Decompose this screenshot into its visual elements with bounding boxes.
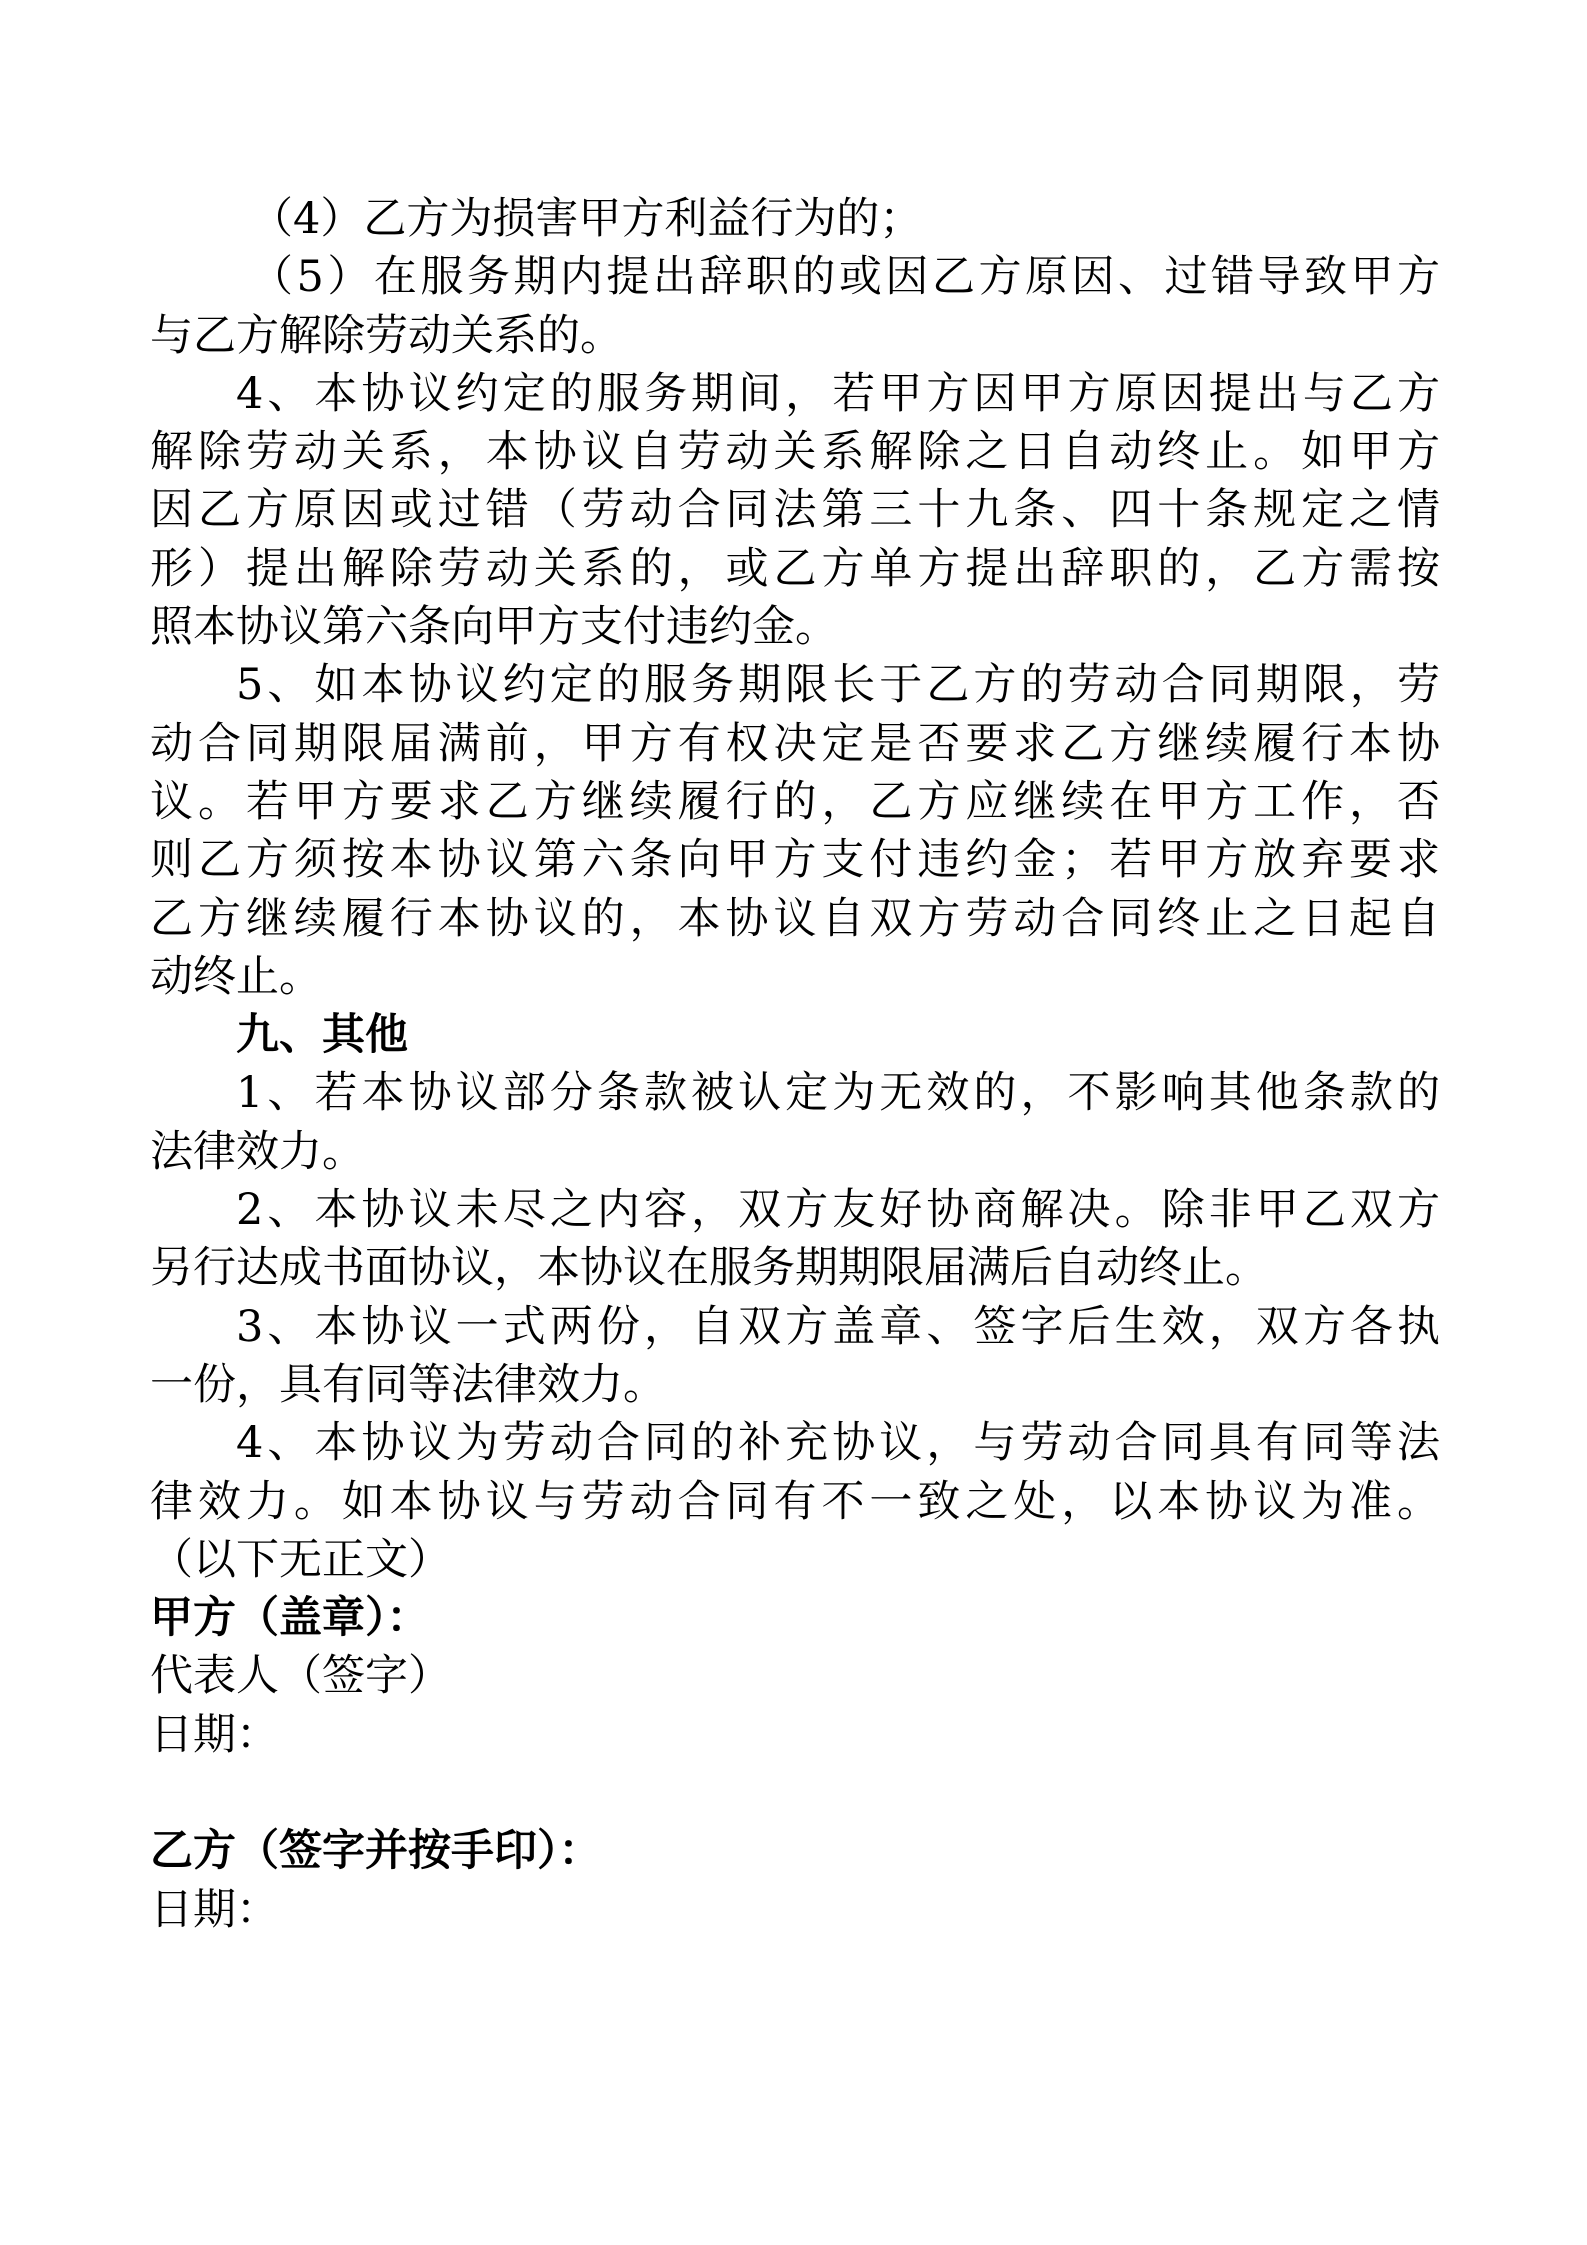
clause9-p3-line2: 一份，具有同等法律效力。 bbox=[150, 1359, 666, 1410]
clause9-p2-line2: 另行达成书面协议，本协议在服务期期限届满后自动终止。 bbox=[150, 1243, 1268, 1294]
clause9-heading: 九、其他 bbox=[236, 1010, 408, 1061]
document-body bbox=[150, 190, 1440, 1939]
party-a-seal-label: 甲方（盖章）： bbox=[150, 1593, 430, 1644]
clause8-p5-line1: 5、如本协议约定的服务期限长于乙方的劳动合同期限，劳 bbox=[236, 660, 1440, 711]
clause9-p3-line1: 3、本协议一式两份，自双方盖章、签字后生效，双方各执 bbox=[236, 1301, 1440, 1352]
clause8-p5-line5: 乙方继续履行本协议的，本协议自双方劳动合同终止之日起自 bbox=[150, 893, 1440, 944]
party-b-date-label: 日期： bbox=[150, 1884, 279, 1935]
clause8-p4-line5: 照本协议第六条向甲方支付违约金。 bbox=[150, 602, 838, 653]
clause8-p4-line4: 形）提出解除劳动关系的，或乙方单方提出辞职的，乙方需按 bbox=[150, 543, 1440, 594]
signature-spacer bbox=[150, 1764, 1440, 1822]
clause8-p4-line1: 4、本协议约定的服务期间，若甲方因甲方原因提出与乙方 bbox=[236, 368, 1440, 419]
clause9-p2-line1: 2、本协议未尽之内容，双方友好协商解决。除非甲乙双方 bbox=[236, 1185, 1440, 1236]
clause8-p5-line4: 则乙方须按本协议第六条向甲方支付违约金；若甲方放弃要求 bbox=[150, 835, 1440, 886]
clause9-p4-line2: 律效力。如本协议与劳动合同有不一致之处，以本协议为准。 bbox=[150, 1476, 1440, 1527]
clause8-item5-line1: （5）在服务期内提出辞职的或因乙方原因、过错导致甲方 bbox=[250, 252, 1440, 303]
clause8-p5-line3: 议。若甲方要求乙方继续履行的，乙方应继续在甲方工作，否 bbox=[150, 776, 1440, 827]
clause8-p5-line6: 动终止。 bbox=[150, 951, 322, 1002]
clause8-item5-line2: 与乙方解除劳动关系的。 bbox=[150, 310, 623, 361]
party-a-date-label: 日期： bbox=[150, 1709, 279, 1760]
end-note: （以下无正文） bbox=[150, 1534, 451, 1585]
clause9-p4-line1: 4、本协议为劳动合同的补充协议，与劳动合同具有同等法 bbox=[236, 1418, 1440, 1469]
clause8-p4-line3: 因乙方原因或过错（劳动合同法第三十九条、四十条规定之情 bbox=[150, 485, 1440, 536]
party-b-signature-label: 乙方（签字并按手印）： bbox=[150, 1826, 602, 1877]
clause8-p4-line2: 解除劳动关系，本协议自劳动关系解除之日自动终止。如甲方 bbox=[150, 427, 1440, 478]
representative-signature-label: 代表人（签字） bbox=[150, 1651, 451, 1702]
clause9-p1-line2: 法律效力。 bbox=[150, 1126, 365, 1177]
clause8-item4: （4）乙方为损害甲方利益行为的； bbox=[250, 194, 923, 244]
clause8-p5-line2: 动合同期限届满前，甲方有权决定是否要求乙方继续履行本协 bbox=[150, 718, 1440, 769]
clause9-p1-line1: 1、若本协议部分条款被认定为无效的，不影响其他条款的 bbox=[236, 1068, 1440, 1119]
